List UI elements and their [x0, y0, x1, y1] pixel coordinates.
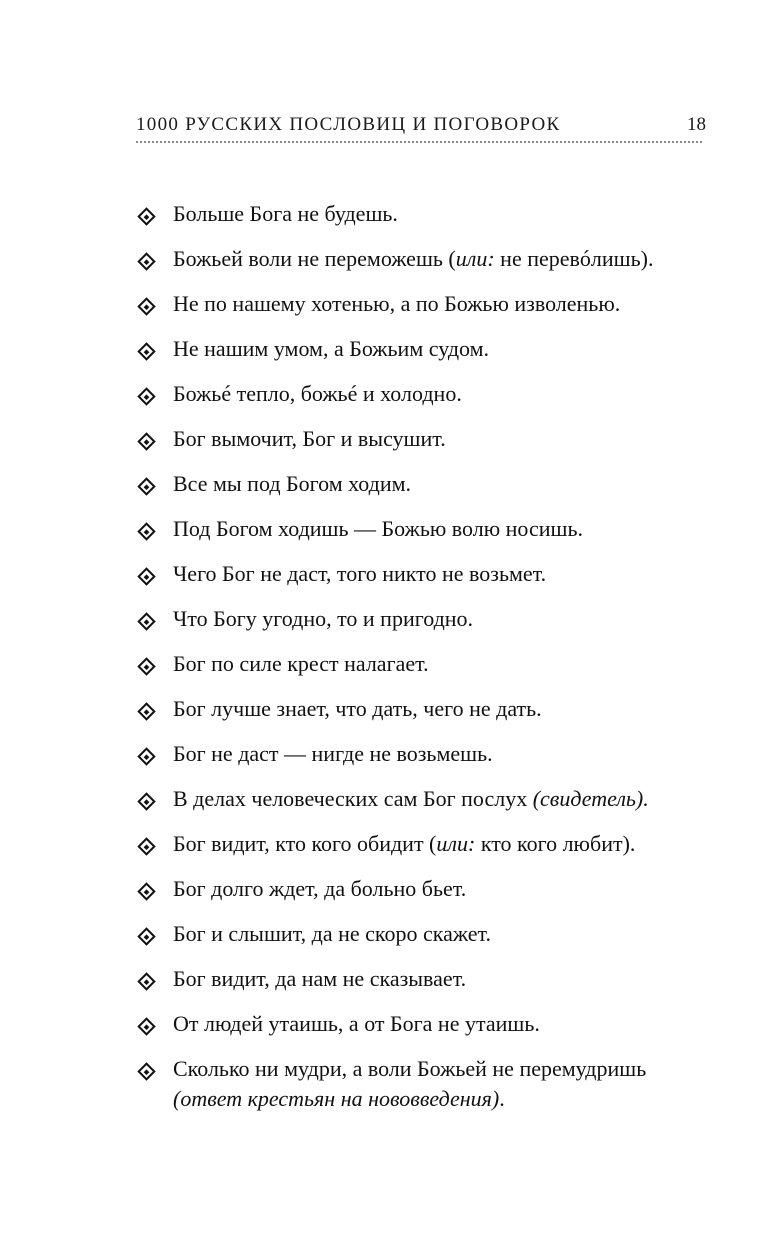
- proverb-variant: не перевóлишь).: [494, 246, 654, 271]
- diamond-bullet-icon: [137, 297, 155, 315]
- proverb-text: Бог вымочит, Бог и высушит.: [173, 426, 446, 451]
- proverb-text: Бог и слышит, да не скоро скажет.: [173, 921, 491, 946]
- proverb-text: Сколько ни мудри, а воли Божьей не перемудришь: [173, 1056, 647, 1081]
- proverb-text: Все мы под Богом ходим.: [173, 471, 412, 496]
- proverb-text: Бог лучше знает, что дать, чего не дать.: [173, 696, 542, 721]
- diamond-bullet-icon: [137, 702, 155, 720]
- diamond-bullet-icon: [137, 342, 155, 360]
- proverb-item: [138, 289, 738, 334]
- proverb-item: [138, 784, 738, 829]
- proverb-item: [138, 964, 738, 1009]
- proverb-item: [138, 649, 738, 694]
- proverb-gloss: (свидетель).: [532, 786, 649, 811]
- diamond-bullet-icon: [137, 477, 155, 495]
- page-number: 18: [687, 114, 706, 135]
- diamond-bullet-icon: [137, 567, 155, 585]
- diamond-bullet-icon: [137, 657, 155, 675]
- header-dotted-rule: [136, 141, 702, 143]
- proverb-text: Бог видит, кто кого обидит (: [173, 831, 437, 856]
- proverb-item: [138, 829, 738, 874]
- diamond-bullet-icon: [137, 837, 155, 855]
- proverb-text: Бог видит, да нам не сказывает.: [173, 966, 467, 991]
- diamond-bullet-icon: [137, 207, 155, 225]
- proverb-text: Чего Бог не даст, того никто не возьмет.: [173, 561, 547, 586]
- diamond-bullet-icon: [137, 792, 155, 810]
- proverb-item: [138, 874, 738, 919]
- proverb-item: [138, 334, 738, 379]
- proverb-text: Не по нашему хотенью, а по Божью изволенью.: [173, 291, 621, 316]
- proverb-item: [138, 1054, 738, 1114]
- proverb-text: Больше Бога не будешь.: [173, 201, 398, 226]
- proverb-list: [138, 199, 738, 1114]
- variant-label: или:: [436, 831, 476, 856]
- proverb-item: [138, 919, 738, 964]
- proverb-item: [138, 739, 738, 784]
- proverb-text: Божьé тепло, божьé и холодно.: [173, 381, 462, 406]
- proverb-text: От людей утаишь, а от Бога не утаишь.: [173, 1011, 540, 1036]
- proverb-text: Божьей воли не переможешь (: [173, 246, 456, 271]
- proverb-item: [138, 244, 738, 289]
- proverb-item: [138, 1009, 738, 1054]
- proverb-text: Что Богу угодно, то и пригодно.: [173, 606, 474, 631]
- proverb-item: [138, 469, 738, 514]
- proverb-text: Бог долго ждет, да больно бьет.: [173, 876, 467, 901]
- diamond-bullet-icon: [137, 432, 155, 450]
- proverb-end: .: [499, 1086, 505, 1111]
- running-header: [136, 114, 706, 136]
- proverb-text: В делах человеческих сам Бог послух: [173, 786, 533, 811]
- proverb-item: [138, 514, 738, 559]
- proverb-text: Бог по силе крест налагает.: [173, 651, 429, 676]
- proverb-item: [138, 199, 738, 244]
- variant-label: или:: [455, 246, 495, 271]
- proverb-item: [138, 694, 738, 739]
- proverb-item: [138, 604, 738, 649]
- proverb-text: Бог не даст — нигде не возьмешь.: [173, 741, 493, 766]
- proverb-text: Под Богом ходишь — Божью волю носишь.: [173, 516, 583, 541]
- diamond-bullet-icon: [137, 1017, 155, 1035]
- diamond-bullet-icon: [137, 882, 155, 900]
- diamond-bullet-icon: [137, 387, 155, 405]
- proverb-item: [138, 379, 738, 424]
- diamond-bullet-icon: [137, 1062, 155, 1080]
- diamond-bullet-icon: [137, 972, 155, 990]
- proverb-variant: кто кого любит).: [475, 831, 636, 856]
- diamond-bullet-icon: [137, 522, 155, 540]
- proverb-gloss: (ответ крестьян на нововведения): [173, 1086, 500, 1111]
- proverb-text: Не нашим умом, а Божьим судом.: [173, 336, 490, 361]
- diamond-bullet-icon: [137, 612, 155, 630]
- proverb-item: [138, 559, 738, 604]
- diamond-bullet-icon: [137, 747, 155, 765]
- diamond-bullet-icon: [137, 252, 155, 270]
- book-title: 1000 РУССКИХ ПОСЛОВИЦ И ПОГОВОРОК: [136, 114, 561, 135]
- proverb-item: [138, 424, 738, 469]
- diamond-bullet-icon: [137, 927, 155, 945]
